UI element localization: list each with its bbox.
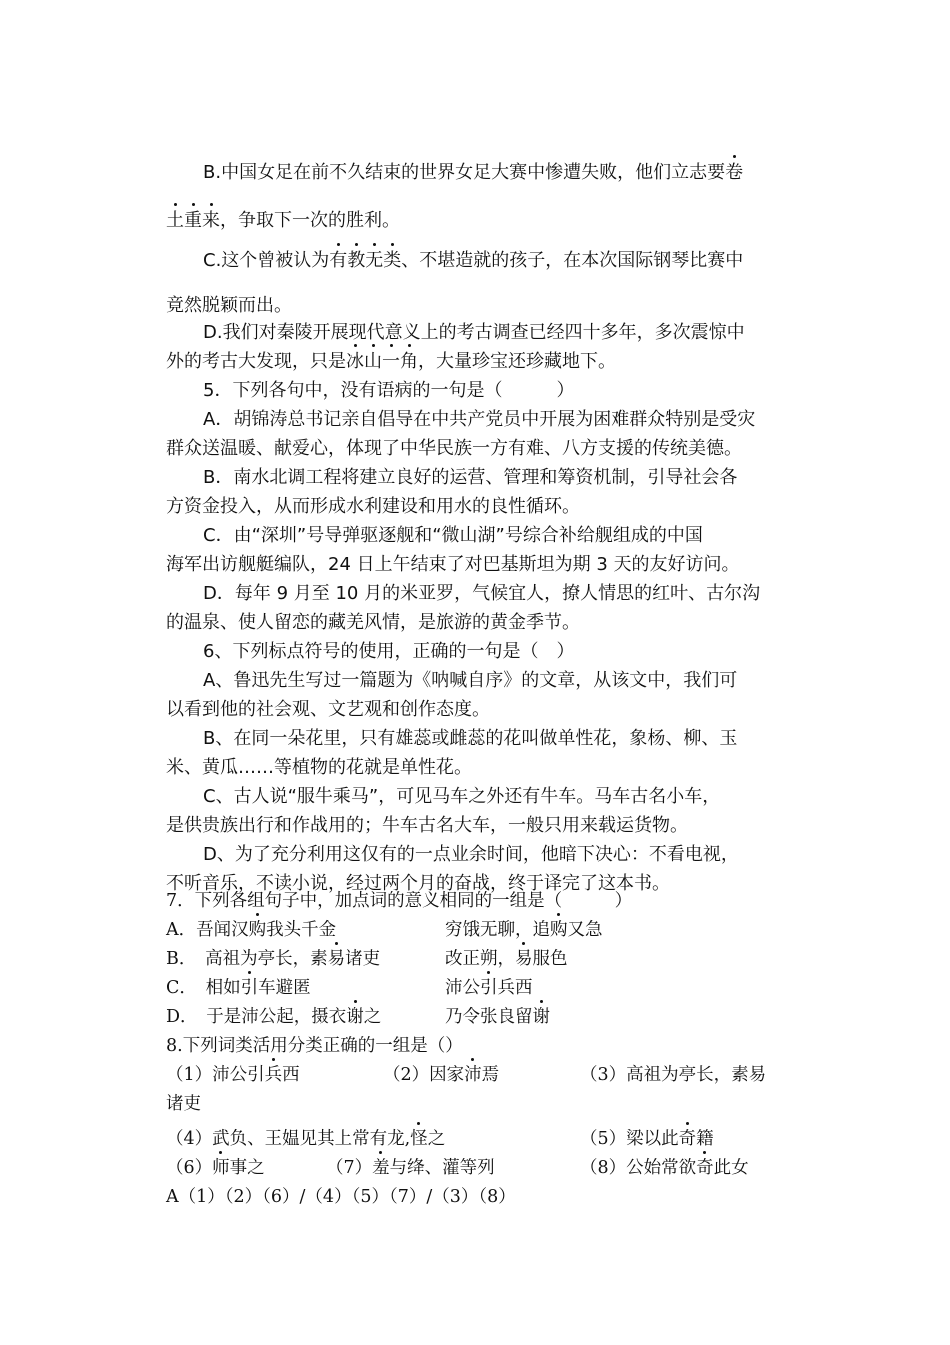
- dotted-word: 怪: [410, 1125, 428, 1154]
- q5-option-c-line1: C．由“深圳”号导弹驱逐舰和“微山湖”号综合补给舰组成的中国: [203, 525, 703, 546]
- q4-c-line1: C.这个曾被认为有教无类、不堪造就的孩子，在本次国际钢琴比赛中: [166, 246, 786, 275]
- q6-stem: 6、下列标点符号的使用，正确的一句是（ ）: [203, 641, 575, 662]
- q5-option-a-line1: A．胡锦涛总书记亲自倡导在中共产党员中开展为困难群众特别是受灾: [203, 409, 756, 430]
- dotted-word: 沛: [464, 1061, 482, 1090]
- q7-option-c: C． 相如引车避匿 沛公引兵西: [166, 974, 786, 1003]
- q4-c-line2: 竟然脱颖而出。: [166, 295, 292, 316]
- question-6: [166, 637, 786, 898]
- q6-option-d-line2: 不听音乐，不读小说，经过两个月的奋战，终于译完了这本书。: [166, 873, 670, 894]
- q4-d-line1: D.我们对秦陵开展现代意义上的考古调查已经四十多年，多次震惊中: [203, 322, 745, 343]
- dotted-word: 引: [241, 974, 259, 1003]
- dotted-word: 谢: [346, 1003, 364, 1032]
- dotted-word: 兵: [265, 1061, 283, 1090]
- q4-b-line2: 土重来，争取下一次的胜利。: [166, 206, 786, 235]
- q4-option-c: [166, 246, 786, 320]
- dotted-char: 教: [347, 246, 365, 275]
- q5-option-d-line1: D．每年 9 月至 10 月的米亚罗，气候宜人，撩人情思的红叶、古尔沟: [203, 583, 761, 604]
- q8-option-a: A（1）（2）（6）/（4）（5）（7）/（3）（8）: [166, 1187, 516, 1207]
- q5-option-a-line2: 群众送温暖、献爱心，体现了中华民族一方有难、八方支援的传统美德。: [166, 438, 742, 459]
- q4-b-line1: B.中国女足在前不久结束的世界女足大赛中惨遭失败，他们立志要卷: [166, 158, 786, 187]
- q6-option-a-line2: 以看到他的社会观、文艺观和创作态度。: [166, 699, 490, 720]
- q5-option-b-line1: B．南水北调工程将建立良好的运营、管理和筹资机制，引导社会各: [203, 467, 738, 488]
- q8-items-row1-wrap: 诸吏: [166, 1094, 201, 1114]
- q6-option-b-line1: B、在同一朵花里，只有雄蕊或雌蕊的花叫做单性花，象杨、柳、玉: [203, 728, 738, 749]
- q7-option-d: D． 于是沛公起，摄衣谢之 乃令张良留谢: [166, 1003, 786, 1032]
- dotted-word: 购: [249, 916, 267, 945]
- q5-option-d-line2: 的温泉、使人留恋的藏羌风情，是旅游的黄金季节。: [166, 612, 580, 633]
- question-8: [166, 1032, 786, 1212]
- q5-option-b-line2: 方资金投入，从而形成水利建设和用水的良性循环。: [166, 496, 580, 517]
- dotted-word: [329, 250, 401, 271]
- q7-option-b: B． 高祖为亭长，素易诸吏 改正朔，易服色: [166, 945, 786, 974]
- q8-items-row1: （1）沛公引兵西 （2）因家沛焉 （3）高祖为亭长，素易: [166, 1061, 786, 1090]
- q5-option-c-line2: 海军出访舰艇编队，24 日上午结束了对巴基斯坦为期 3 天的友好访问。: [166, 554, 740, 575]
- q6-option-c-line2: 是供贵族出行和作战用的；牛车古名大车，一般只用来载运货物。: [166, 815, 688, 836]
- dotted-word: 引: [480, 974, 498, 1003]
- q7-stem: 7．下列各组句子中，加点词的意义相同的一组是（ ）: [166, 891, 633, 911]
- dotted-word: 购: [550, 916, 568, 945]
- dotted-char: 重: [184, 206, 202, 235]
- dotted-word: 谢: [533, 1003, 551, 1032]
- question-5: [166, 376, 786, 637]
- question-7: [166, 887, 786, 1032]
- q8-items-row2: （4）武负、王媪见其上常有龙,怪之 （5）梁以此奇籍: [166, 1125, 786, 1154]
- dotted-char: 土: [166, 206, 184, 235]
- dotted-word: [166, 210, 220, 231]
- dotted-word: 羞: [372, 1154, 390, 1183]
- dotted-word: 奇: [696, 1154, 714, 1183]
- dotted-char: 冰: [346, 347, 364, 376]
- dotted-char: 山: [364, 347, 382, 376]
- dotted-char: 角: [400, 347, 418, 376]
- dotted-word: 易: [515, 945, 533, 974]
- q6-option-d-line1: D、为了充分利用这仅有的一点业余时间，他暗下决心：不看电视，: [203, 844, 739, 865]
- q6-option-c-line1: C、古人说“服牛乘马”，可见马车之外还有牛车。马车古名小车，: [203, 786, 721, 807]
- q8-items-row3: （6）师事之 （7）羞与绛、灌等列 （8）公始常欲奇此女: [166, 1154, 786, 1183]
- q8-stem: 8.下列词类活用分类正确的一组是（）: [166, 1036, 463, 1056]
- dotted-word: 师: [212, 1154, 230, 1183]
- dotted-char: 一: [382, 347, 400, 376]
- q4-option-d: [166, 318, 786, 376]
- q6-option-a-line1: A、鲁迅先生写过一篇题为《呐喊自序》的文章，从该文中，我们可: [203, 670, 738, 691]
- q7-option-a: A．吾闻汉购我头千金 穷饿无聊，追购又急: [166, 916, 786, 945]
- q4-option-b: [166, 158, 786, 235]
- dotted-char: 来: [202, 206, 220, 235]
- dotted-word: 易: [328, 945, 346, 974]
- dotted-word: [346, 351, 418, 372]
- dotted-char: 类: [383, 246, 401, 275]
- dotted-char: 无: [365, 246, 383, 275]
- dotted-char: 有: [329, 246, 347, 275]
- q6-option-b-line2: 米、黄瓜……等植物的花就是单性花。: [166, 757, 472, 778]
- q5-stem: 5．下列各句中，没有语病的一句是（ ）: [203, 380, 575, 401]
- q4-d-line2: 外的考古大发现，只是冰山一角，大量珍宝还珍藏地下。: [166, 347, 786, 376]
- dotted-word: 卷: [725, 158, 743, 187]
- dotted-word: 奇: [679, 1125, 697, 1154]
